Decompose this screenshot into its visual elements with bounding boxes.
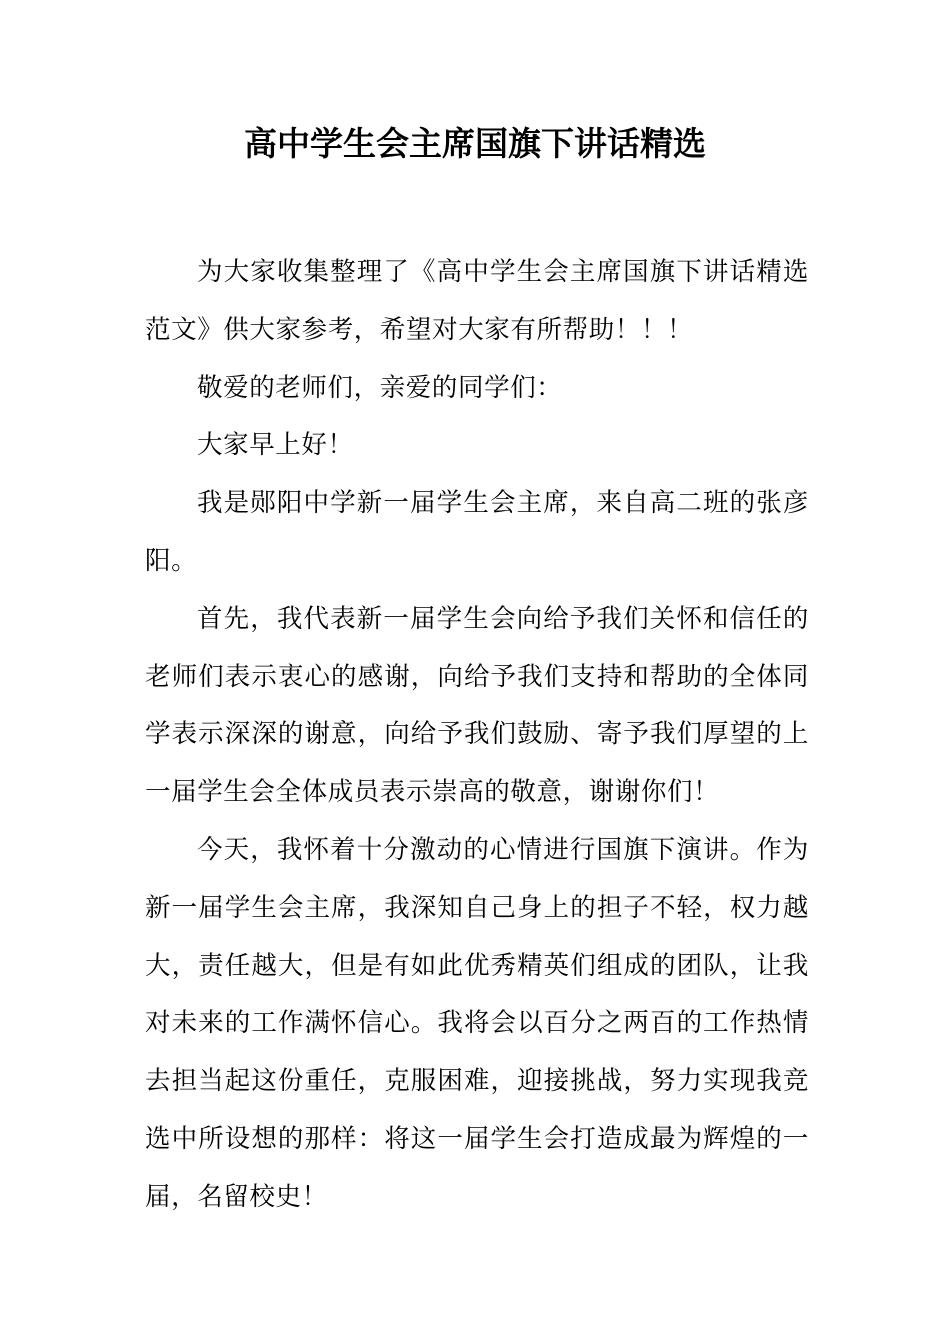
document-body bbox=[145, 244, 809, 1227]
paragraph-self-introduction: 我是郧阳中学新一届学生会主席，来自高二班的张彦阳。 bbox=[145, 488, 809, 576]
paragraph-greeting: 大家早上好！ bbox=[197, 430, 354, 461]
document-title: 高中学生会主席国旗下讲话精选 bbox=[244, 124, 706, 163]
paragraph-intro: 为大家收集整理了《高中学生会主席国旗下讲话精选范文》供大家参考，希望对大家有所帮助！！！ bbox=[145, 257, 809, 345]
paragraph-thanks: 首先，我代表新一届学生会向给予我们关怀和信任的老师们表示衷心的感谢，向给予我们支持和帮助的全体同学表示深深的谢意，向给予我们鼓励、寄予我们厚望的上一届学生会全体成员表示崇高的敬意，谢谢你们！ bbox=[145, 603, 809, 808]
paragraph-commitment: 今天，我怀着十分激动的心情进行国旗下演讲。作为新一届学生会主席，我深知自己身上的担子不轻，权力越大，责任越大，但是有如此优秀精英们组成的团队，让我对未来的工作满怀信心。我将会以百分之两百的工作热情去担当起这份重任，克服困难，迎接挑战，努力实现我竞选中所设想的那样：将这一届学生会打造成最为辉煌的一届，名留校史！ bbox=[145, 834, 809, 1212]
paragraph-salutation: 敬爱的老师们，亲爱的同学们： bbox=[197, 372, 563, 403]
